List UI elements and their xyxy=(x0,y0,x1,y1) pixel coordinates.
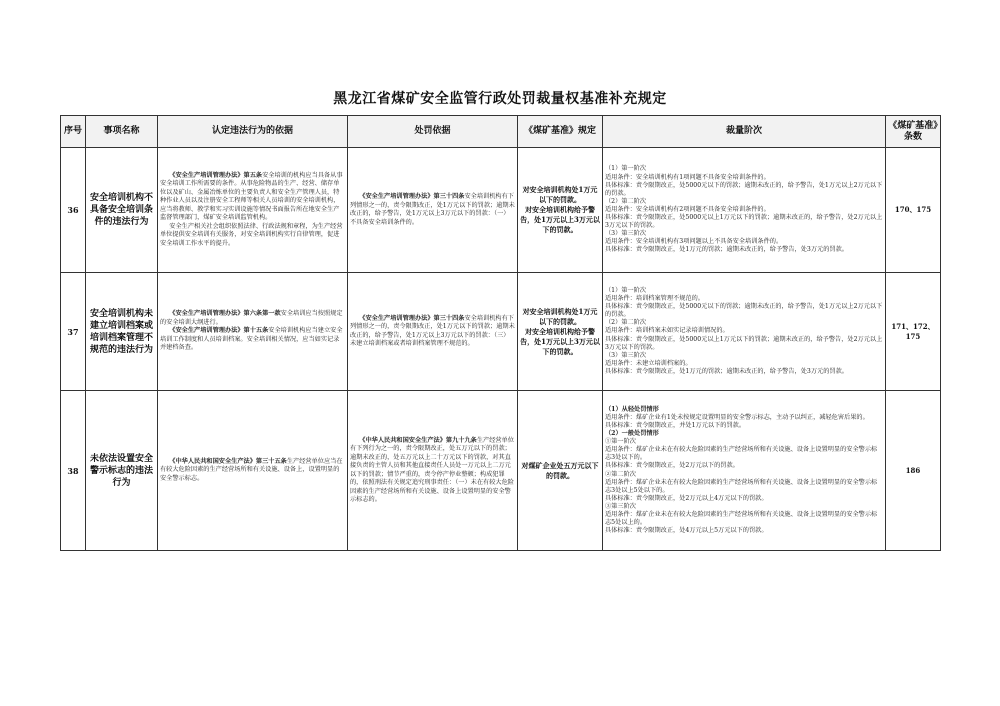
standard-cell xyxy=(518,273,603,391)
law-text: 安全培训机构应当建立安全培训工作制度和人员培训档案。安全培训相关情况，应当如实记录并建档备查。 xyxy=(160,327,343,352)
article-numbers: 170、175 xyxy=(886,148,941,273)
item-name: 安全培训机构未建立培训档案或培训档案管理不规范的违法行为 xyxy=(86,273,158,391)
tier-line: 适用条件：煤矿企业未在有较大危险因素的生产经营场所和有关设施、设备上设置明显的安全警示标志3处以上5处以下的。 xyxy=(605,478,878,494)
tier-list xyxy=(603,391,886,551)
law-citation: 《安全生产培训管理办法》第三十四条 xyxy=(359,193,465,200)
penalty-basis xyxy=(348,148,518,273)
tier-line: 具体标准：责令限期改正，处4万元以上5万元以下的罚款。 xyxy=(605,527,768,535)
violation-basis xyxy=(158,148,348,273)
law-citation: 《中华人民共和国安全生产法》第三十五条 xyxy=(169,457,287,465)
row-number: 38 xyxy=(61,391,86,551)
tier-line: 具体标准：责令限期改正，处5000元以下的罚款；逾期未改正的，给予警告，处1万元以上2万元以下的罚款。 xyxy=(605,303,883,319)
tier-line: ③第三阶次 xyxy=(605,502,636,510)
law-citation: 《安全生产培训管理办法》第三十四条 xyxy=(359,314,465,322)
header-articles: 《煤矿基准》条数 xyxy=(886,116,941,148)
tier-line: 适用条件：煤矿企业未在有较大危险因素的生产经营场所和有关设施、设备上设置明显的安全警示标志5处以上的。 xyxy=(605,510,878,527)
tier-line: 具体标准：责令限期改正，处5000元以下的罚款；逾期未改正的，给予警告，处1万元以上2万元以下的罚款。 xyxy=(605,181,883,197)
item-name: 安全培训机构不具备安全培训条件的违法行为 xyxy=(86,148,158,273)
tier-line: 具体标准：责令限期改正，处1万元的罚款；逾期未改正的，给予警告，处3万元的罚款。 xyxy=(605,367,848,375)
tier-line: （3）第三阶次 xyxy=(605,351,647,359)
law-text: 安全生产相关社会组织依照法律、行政法规和章程，为生产经营单位提供安全培训有关服务，对安全培训机构实行自律管理，促进安全培训工作水平的提升。 xyxy=(160,222,343,247)
item-name: 未依法设置安全警示标志的违法行为 xyxy=(86,391,158,551)
article-numbers: 186 xyxy=(886,391,941,551)
standard-cell xyxy=(518,148,603,273)
table-row xyxy=(61,148,941,273)
table-row xyxy=(61,391,941,551)
header-no: 序号 xyxy=(61,116,86,148)
law-citation: 《安全生产培训管理办法》第十五条 xyxy=(169,327,269,335)
standard-text: 对煤矿企业处五万元以下的罚款。 xyxy=(521,460,599,480)
row-number: 36 xyxy=(61,148,86,273)
header-item: 事项名称 xyxy=(86,116,158,148)
tier-list xyxy=(603,273,886,391)
tier-line: （2）第二阶次 xyxy=(605,319,647,327)
law-text: 安全培训机构有下列情形之一的，责令限期改正，处1万元以下的罚款；逾期未改正的，给予警告，处1万元以上3万元以下的罚款：（一）不具备安全培训条件的。 xyxy=(350,193,515,226)
violation-basis xyxy=(158,391,348,551)
penalty-basis xyxy=(348,273,518,391)
standard-text: 对安全培训机构处1万元以下的罚款。 xyxy=(522,185,598,204)
law-citation: 《中华人民共和国安全生产法》第九十九条 xyxy=(359,436,477,444)
header-row xyxy=(61,116,941,148)
header-basis: 认定违法行为的依据 xyxy=(158,116,348,148)
law-citation: 《安全生产培训管理办法》第五条 xyxy=(169,171,263,179)
page-title: 黑龙江省煤矿安全监管行政处罚裁量权基准补充规定 xyxy=(333,91,667,107)
tier-line: 具体标准：责令限期改正，处2万元以下的罚款。 xyxy=(605,462,739,470)
row-number: 37 xyxy=(61,273,86,391)
law-text: 生产经营单位有下列行为之一的，责令限期改正，处五万元以下的罚款；逾期未改正的，处五万元以上二十万元以下的罚款，对其直接负责的主管人员和其他直接责任人员处一万元以上二万元以下的罚款；情节严重的，责令停产停业整顿；构成犯罪的，依照刑法有关规定追究刑事责任：（一）未在有较大危险因素的生产经营场所和有关设施、设备上设置明显的安全警示标志的。 xyxy=(350,436,514,503)
law-text: 安全培训的机构应当具备从事安全培训工作所需要的条件。从事危险物品的生产、经营、储存单位以及矿山、金属冶炼单位的主要负责人和安全生产管理人员，特种作业人员以及注册安全工程师等相关人员培训的安全培训机构，应当将教师、教学和实习实训设施等情况书面报告所在地安全生产监督管理部门，煤矿安全培训监管机构。 xyxy=(160,171,343,222)
tier-line: ①第一阶次 xyxy=(605,438,636,446)
header-penalty-basis: 处罚依据 xyxy=(348,116,518,148)
standard-text: 对安全培训机构给予警告，处1万元以上3万元以下的罚款。 xyxy=(520,326,600,356)
violation-basis xyxy=(158,273,348,391)
tier-line: 具体标准：责令限期改正，处5000元以上1万元以下的罚款；逾期未改正的，给予警告，处2万元以上3万元以下的罚款。 xyxy=(605,335,883,351)
tier-line: 具体标准：责令限期改正，处1万元的罚款；逾期未改正的，给予警告，处3万元的罚款。 xyxy=(605,246,848,254)
tier-line: （2）一般处罚情形 xyxy=(605,430,659,438)
tier-line: （3）第三阶次 xyxy=(605,230,647,238)
tier-line: 具体标准：责令限期改正，处2万元以上4万元以下的罚款。 xyxy=(605,494,768,502)
tier-line: 适用条件：安全培训机构有3项问题以上不具备安全培训条件的。 xyxy=(605,238,783,246)
header-standard: 《煤矿基准》规定 xyxy=(518,116,603,148)
tier-line: ②第二阶次 xyxy=(605,470,636,478)
tier-line: （1）第一阶次 xyxy=(605,165,647,173)
tier-list xyxy=(603,148,886,273)
tier-line: 具体标准：责令限期改正，处5000元以上1万元以下的罚款；逾期未改正的，给予警告，处2万元以上3万元以下的罚款。 xyxy=(605,214,883,230)
penalty-basis xyxy=(348,391,518,551)
standard-cell xyxy=(518,391,603,551)
law-text: 生产经营单位应当在有较大危险因素的生产经营场所和有关设施、设备上，设置明显的安全警示标志。 xyxy=(160,457,343,482)
tier-line: 适用条件：未建立培训档案的。 xyxy=(605,359,692,367)
tier-line: 具体标准：责令限期改正，并处1万元以下的罚款。 xyxy=(605,421,746,429)
tier-line: （2）第二阶次 xyxy=(605,197,647,205)
tier-line: 适用条件：煤矿企业有1处未按规定设置明显的安全警示标志，主动予以纠正，减轻危害后果的。 xyxy=(605,413,869,421)
penalty-table xyxy=(60,115,941,551)
table-row xyxy=(61,273,941,391)
law-text: 安全培训机构有下列情形之一的，责令限期改正，处1万元以下的罚款；逾期未改正的，给予警告，处1万元以上3万元以下的罚款：（三）未建立培训档案或者培训档案管理不规范的。 xyxy=(350,314,515,347)
article-numbers: 171、172、175 xyxy=(886,273,941,391)
header-tiers: 裁量阶次 xyxy=(603,116,886,148)
tier-line: （1）从轻处罚情形 xyxy=(605,405,659,413)
tier-line: 适用条件：培训档案管理不规范的。 xyxy=(605,295,704,303)
tier-line: （1）第一阶次 xyxy=(605,286,647,294)
tier-line: 适用条件：安全培训机构有1项问题不具备安全培训条件的。 xyxy=(605,173,770,181)
tier-line: 适用条件：煤矿企业未在有较大危险因素的生产经营场所和有关设施、设备上设置明显的安全警示标志3处以下的。 xyxy=(605,446,878,462)
tier-line: 适用条件：安全培训机构有2项问题不具备安全培训条件的。 xyxy=(605,205,770,213)
tier-line: 适用条件：培训档案未如实记录培训情况的。 xyxy=(605,327,729,335)
standard-text: 对安全培训机构处1万元以下的罚款。 xyxy=(522,306,598,326)
law-citation: 《安全生产培训管理办法》第六条第一款 xyxy=(169,310,281,318)
law-text: 安全培训应当按照规定的安全培训大纲进行。 xyxy=(160,310,343,326)
standard-text: 对安全培训机构给予警告，处1万元以上3万元以下的罚款。 xyxy=(520,205,600,234)
